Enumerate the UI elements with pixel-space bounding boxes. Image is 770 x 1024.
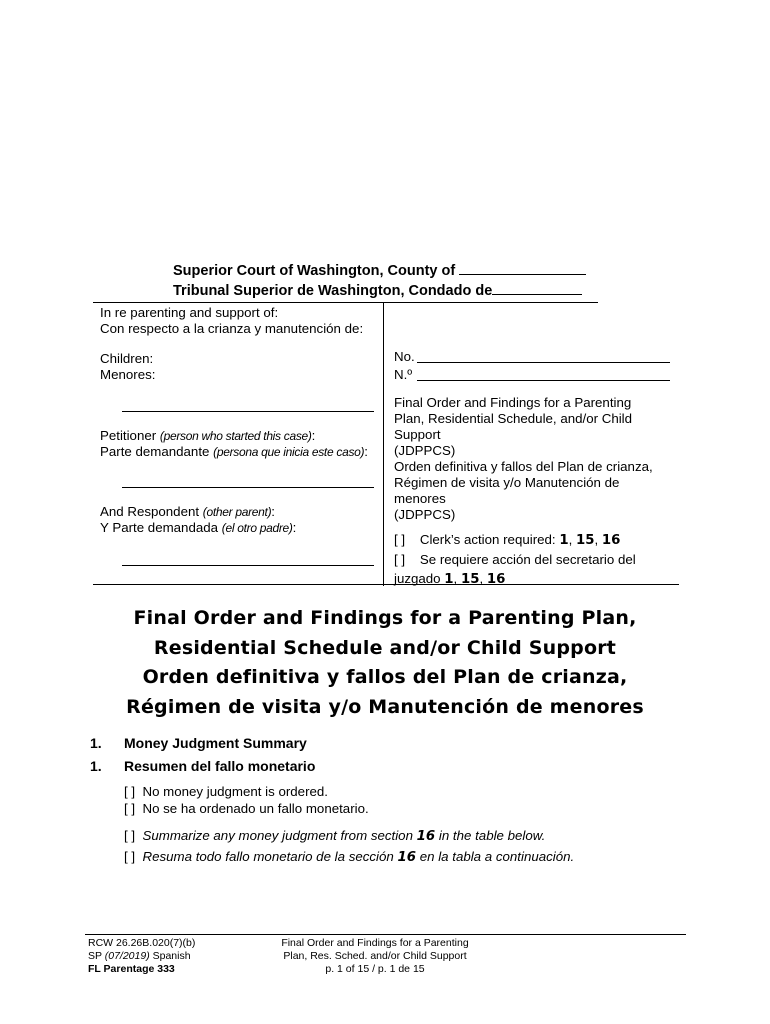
footer-left xyxy=(88,937,195,976)
summarize-judgment-option[interactable] xyxy=(124,826,574,868)
petitioner-name-line[interactable] xyxy=(122,487,374,488)
respondent-en-note: (other parent) xyxy=(202,505,272,519)
petitioner-en: Petitioner xyxy=(100,428,157,443)
summarize-es-a: Resuma todo fallo monetario de la sección xyxy=(142,849,394,864)
case-no-es-line[interactable] xyxy=(417,380,670,381)
case-no-es: N.º xyxy=(394,367,413,382)
court-header xyxy=(173,261,586,301)
court-name-en: Superior Court of Washington, County of xyxy=(173,263,456,279)
doc-title-en-1: Final Order and Findings for a Parenting xyxy=(394,395,632,410)
main-title-2: Residential Schedule and/or Child Support xyxy=(153,637,617,659)
footer-center-2: Plan, Res. Sched. and/or Child Support xyxy=(283,950,467,962)
case-no-en: No. xyxy=(394,349,415,364)
doc-title-en-3: Support xyxy=(394,427,441,442)
in-re-block xyxy=(100,305,363,337)
clerk-action-es-1[interactable]: [ ] Se requiere acción del secretario del xyxy=(394,552,636,567)
doc-title-es-4: (JDPPCS) xyxy=(394,507,456,522)
summarize-en-a: Summarize any money judgment from section xyxy=(142,828,413,843)
condado-blank[interactable] xyxy=(492,281,582,295)
respondent-block: And Respondent (other parent): Y Parte demandada (el otro padre): xyxy=(100,504,297,535)
in-re-es: Con respecto a la crianza y manutención de: xyxy=(100,321,364,336)
main-title-3: Orden definitiva y fallos del Plan de crianza, xyxy=(142,666,628,688)
section-1-num-en: 1. xyxy=(90,735,102,751)
section-1-heading-es: Resumen del fallo monetario xyxy=(124,758,316,774)
no-judgment-option[interactable] xyxy=(124,783,369,817)
clerk-section-1: 1 xyxy=(559,533,569,548)
caption-divider xyxy=(383,303,384,586)
footer-sp-lang: Spanish xyxy=(152,950,191,962)
case-no-line[interactable] xyxy=(417,362,670,363)
children-en: Children: xyxy=(100,351,154,366)
doc-title-es-1: Orden definitiva y fallos del Plan de crianza, xyxy=(394,459,653,474)
section-1-num-es: 1. xyxy=(90,758,102,774)
respondent-en: And Respondent xyxy=(100,504,200,519)
children-es: Menores: xyxy=(100,367,156,382)
petitioner-en-note: (person who started this case) xyxy=(159,429,312,443)
respondent-name-line[interactable] xyxy=(122,565,374,566)
summarize-en-b: in the table below. xyxy=(438,828,546,843)
no-judgment-es: [ ] No se ha ordenado un fallo monetario. xyxy=(124,801,369,816)
summarize-checkbox-en[interactable]: [ ] xyxy=(124,828,136,843)
case-number-block xyxy=(394,348,415,384)
footer-rcw: RCW 26.26B.020(7)(b) xyxy=(88,937,196,949)
main-title-1: Final Order and Findings for a Parenting Plan, xyxy=(133,607,637,629)
clerk-action-en-label: [ ] Clerk’s action required: xyxy=(394,532,556,547)
clerk-action-block xyxy=(394,530,636,589)
no-judgment-en: [ ] No money judgment is ordered. xyxy=(124,784,328,799)
summarize-es-b: en la tabla a continuación. xyxy=(419,849,575,864)
clerk-es-section-16: 16 xyxy=(486,572,506,587)
footer-sp-date: (07/2019) xyxy=(104,950,150,962)
clerk-es-section-15: 15 xyxy=(460,572,480,587)
clerk-es-section-1: 1 xyxy=(444,572,454,587)
respondent-es-note: (el otro padre) xyxy=(221,521,293,535)
county-blank[interactable] xyxy=(459,261,586,275)
petitioner-block: Petitioner (person who started this case): Parte demandante (persona que inicia este caso): xyxy=(100,428,368,459)
children-name-line[interactable] xyxy=(122,411,374,412)
summarize-checkbox-es[interactable]: [ ] xyxy=(124,849,136,864)
clerk-action-es-label: juzgado xyxy=(394,571,441,586)
court-name-es: Tribunal Superior de Washington, Condado de xyxy=(173,283,493,299)
respondent-es: Y Parte demandada xyxy=(100,520,219,535)
footer-form-id: FL Parentage 333 xyxy=(88,963,175,975)
footer-center-1: Final Order and Findings for a Parenting xyxy=(281,937,469,949)
main-title-4: Régimen de visita y/o Manutención de menores xyxy=(126,696,644,718)
petitioner-es-note: (persona que inicia este caso) xyxy=(213,445,365,459)
footer-rule xyxy=(85,934,686,935)
clerk-action-en[interactable]: [ ] Clerk’s action required: 1, 15, 16 xyxy=(394,532,621,548)
footer-center xyxy=(240,937,510,976)
caption-top-rule xyxy=(93,302,598,303)
clerk-action-es-2: juzgado 1, 15, 16 xyxy=(394,571,506,587)
summarize-en-num: 16 xyxy=(416,829,436,844)
footer-sp: SP xyxy=(88,950,102,962)
summarize-es-num: 16 xyxy=(397,850,417,865)
footer-page-number: p. 1 of 15 / p. 1 de 15 xyxy=(325,963,425,975)
children-block xyxy=(100,351,155,383)
doc-title-en-2: Plan, Residential Schedule, and/or Child xyxy=(394,411,633,426)
section-1-heading-en: Money Judgment Summary xyxy=(124,735,307,751)
doc-title-en-4: (JDPPCS) xyxy=(394,443,456,458)
doc-title-block xyxy=(394,395,653,523)
in-re-en: In re parenting and support of: xyxy=(100,305,279,320)
petitioner-es: Parte demandante xyxy=(100,444,210,459)
clerk-section-16: 16 xyxy=(601,533,621,548)
doc-title-es-2: Régimen de visita y/o Manutención de xyxy=(394,475,620,490)
doc-title-es-3: menores xyxy=(394,491,446,506)
clerk-section-15: 15 xyxy=(575,533,595,548)
